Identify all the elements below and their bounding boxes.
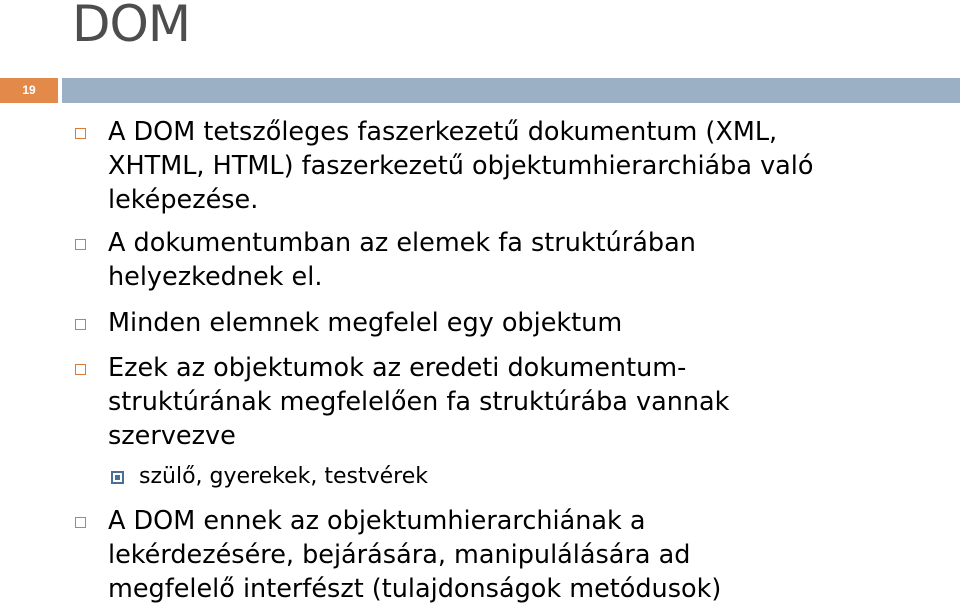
bullet-line: helyezkednek el. [108,262,323,292]
bullet-line: A DOM tetszőleges faszerkezetű dokumentum (XML, [108,117,778,147]
bullet-line: Minden elemnek megfelel egy objektum [108,308,623,338]
bullet-line: A DOM ennek az objektumhierarchiának a [108,506,646,536]
bullet-item [108,351,948,453]
bullet-line: megfelelő interfészt (tulajdonságok metódusok) [108,574,722,604]
slide-title: DOM [72,0,190,53]
bullet-item [108,115,948,217]
bullet-line: Ezek az objektumok az eredeti dokumentum- [108,353,687,383]
bullet-item [108,226,948,294]
bullet-line: leképezése. [108,185,259,215]
bullet-item [108,504,948,606]
bullet-line: lekérdezésére, bejárására, manipulálására ad [108,540,691,570]
sub-bullet-item: szülő, gyerekek, testvérek [139,464,428,489]
bullet-line: XHTML, HTML) faszerkezetű objektumhierarchiába való [108,151,814,181]
header-bar [62,78,960,103]
square-bullet-icon [75,517,86,528]
square-bullet-icon [75,239,86,250]
square-bullet-icon [75,319,86,330]
bullet-line: struktúrának megfelelően fa struktúrába vannak [108,387,730,417]
filled-square-bullet-icon [111,471,124,484]
square-bullet-icon [75,128,86,139]
bullet-item [108,306,948,340]
bullet-line: szervezve [108,421,236,451]
slide-number: 19 [0,78,58,103]
bullet-line: A dokumentumban az elemek fa struktúrában [108,228,696,258]
square-bullet-icon [75,364,86,375]
